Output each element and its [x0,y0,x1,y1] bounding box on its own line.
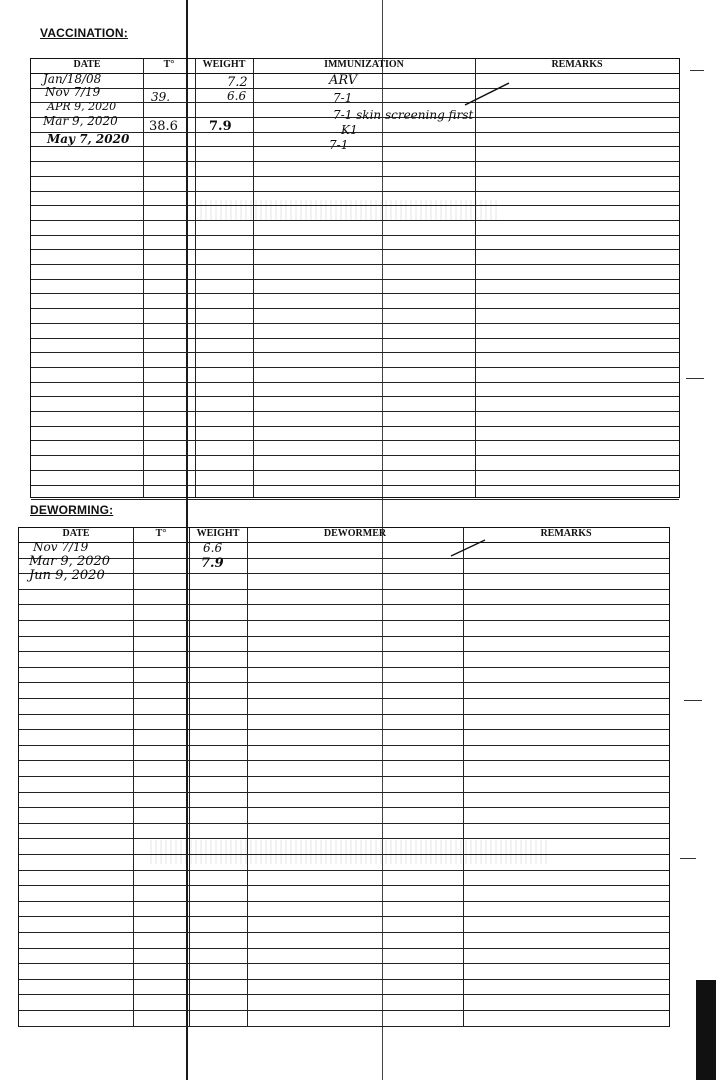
vaccination-date: Jan/18/08 [43,72,102,86]
table-row [31,352,679,368]
table-row [19,776,669,793]
vaccination-immunization: K1 [341,123,358,137]
table-row [19,698,669,715]
column-divider [189,528,190,1026]
header-weight: WEIGHT [202,59,246,70]
table-row [19,573,669,590]
deworming-title: DEWORMING: [30,503,114,517]
table-row [19,870,669,887]
table-row [31,411,679,427]
table-row [31,323,679,339]
table-row [19,682,669,699]
table-row [19,932,669,949]
vaccination-weight: 7.2 [227,75,248,90]
table-row [19,948,669,965]
header-date: DATE [62,528,90,539]
table-row [19,729,669,746]
column-divider [463,528,464,1026]
margin-mark [680,858,696,859]
margin-mark [690,70,704,71]
table-row [19,838,669,855]
header-remarks: REMARKS [540,528,592,539]
table-row [19,760,669,777]
header-temp: T° [163,59,175,70]
table-row [19,916,669,933]
deworming-date: Nov 7/19 [33,540,89,554]
vaccination-date: Nov 7/19 [45,85,101,99]
column-divider [253,59,254,497]
table-row [31,294,679,310]
strike-mark [463,79,513,109]
table-row [19,901,669,918]
table-row [31,441,679,457]
table-row [31,161,679,177]
header-weight: WEIGHT [196,528,240,539]
table-row [19,994,669,1011]
deworming-weight: 6.6 [203,541,223,555]
table-row [31,455,679,471]
margin-mark [686,378,704,379]
table-row [19,823,669,840]
strike-mark [449,538,489,558]
column-divider [133,528,134,1026]
vaccination-title: VACCINATION: [40,26,128,40]
table-row [31,382,679,398]
table-row [19,542,669,559]
table-header-row [19,528,669,543]
table-row [19,558,669,575]
deworming-weight: 7.9 [201,556,224,571]
table-row [31,279,679,295]
vaccination-table [30,58,680,498]
header-remarks: REMARKS [551,59,603,70]
vaccination-date: May 7, 2020 [47,132,130,146]
column-divider [143,59,144,497]
deworming-date: Mar 9, 2020 [29,554,111,569]
header-date: DATE [73,59,101,70]
table-row [19,979,669,996]
table-row [31,88,679,104]
table-row [19,963,669,980]
table-row [19,885,669,902]
table-row [19,620,669,637]
deworming-date: Jun 9, 2020 [29,568,105,583]
header-immunization: IMMUNIZATION [324,59,404,70]
table-row [19,807,669,824]
table-row [19,714,669,731]
table-row [31,396,679,412]
vaccination-immunization: 7-1 [329,138,349,152]
column-divider [475,59,476,497]
table-row [19,854,669,871]
vaccination-temp: 38.6 [149,119,178,134]
vaccination-date: Mar 9, 2020 [43,114,118,128]
table-row [31,367,679,383]
table-row [31,470,679,486]
table-row [19,636,669,653]
table-row [19,604,669,621]
table-row [19,589,669,606]
header-dewormer: DEWORMER [323,528,387,539]
vaccination-weight: 6.6 [227,89,247,103]
header-temp: T° [155,528,167,539]
table-row [19,1010,669,1027]
table-row [31,205,679,221]
table-row [19,792,669,809]
margin-mark [684,700,702,701]
table-row [31,147,679,163]
table-row [31,308,679,324]
table-row [31,176,679,192]
table-row [31,485,679,501]
table-row [31,249,679,265]
table-row [31,338,679,354]
vaccination-immunization: 7-1 [333,91,353,105]
scan-right-edge [696,980,716,1080]
vaccination-immunization: 7-1 skin screening first [333,108,474,122]
table-row [31,220,679,236]
table-row [31,191,679,207]
deworming-table [18,527,670,1027]
table-row [31,235,679,251]
vaccination-weight: 7.9 [209,119,232,134]
table-row [19,667,669,684]
table-row [31,426,679,442]
table-row [19,651,669,668]
column-divider [195,59,196,497]
vaccination-temp: 39. [151,90,171,104]
vaccination-immunization: ARV [329,73,358,88]
table-header-row [31,59,679,74]
column-divider [247,528,248,1026]
vaccination-date: APR 9, 2020 [47,100,117,113]
table-row [19,745,669,762]
table-row [31,264,679,280]
